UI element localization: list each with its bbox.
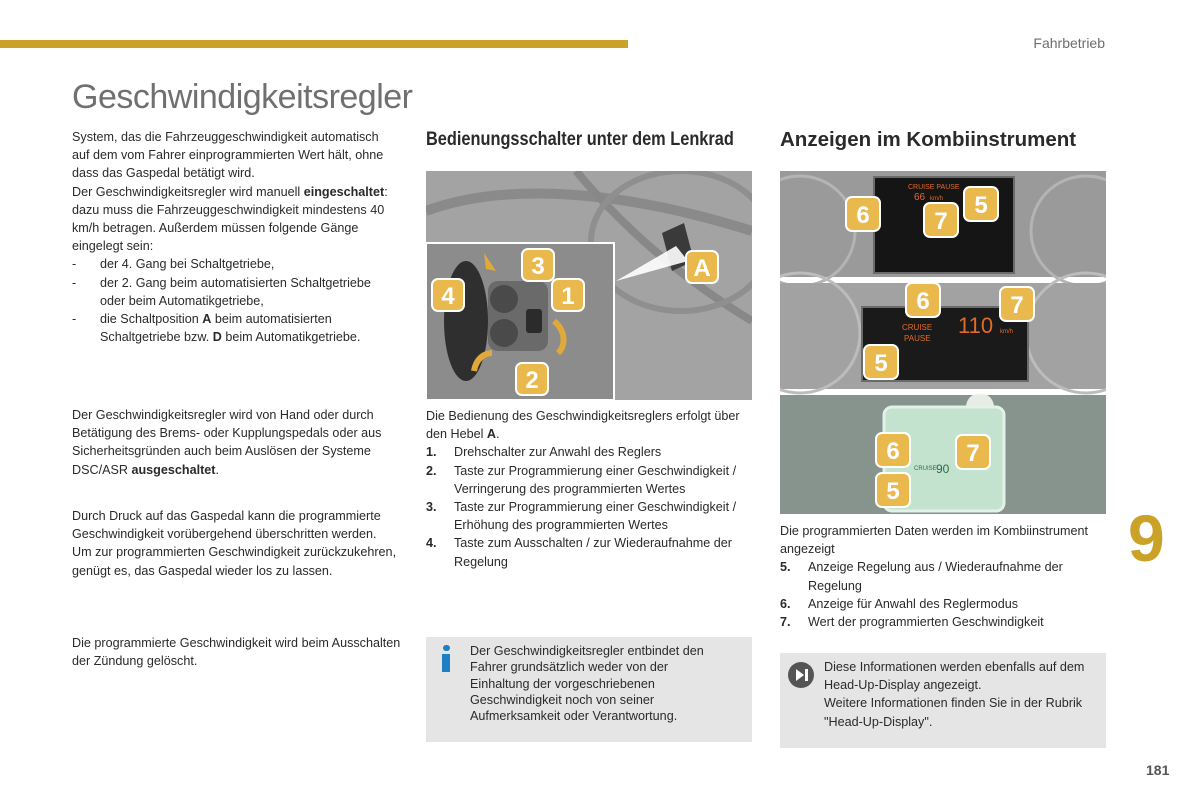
badge-7 <box>956 435 990 469</box>
display-panel-3 <box>780 393 1106 514</box>
svg-text:2: 2 <box>525 367 539 394</box>
svg-text:km/h: km/h <box>1000 329 1014 335</box>
override-paragraph: Durch Druck auf das Gaspedal kann die programmierte Geschwindigkeit vorübergehend überschritten werden. Um zur programmierten Geschwindigkeit zurückzukehren, genügt es, das Gaspedal wieder los zu lassen. <box>72 509 397 578</box>
svg-text:5: 5 <box>974 192 988 219</box>
display-panel-2 <box>780 273 1106 393</box>
svg-text:6: 6 <box>916 288 930 315</box>
page-number: 181 <box>1146 762 1170 778</box>
svg-text:3: 3 <box>531 253 545 280</box>
list-item: 7. Wert der programmierten Geschwindigkeit <box>780 615 1044 630</box>
deactivation-paragraph: Der Geschwindigkeitsregler wird von Hand oder durch Betätigung des Brems- oder Kupplungspedals oder aus Sicherheitsgründen auch beim Auslösen der Systeme DSC/ASR ausgeschaltet. <box>72 408 382 477</box>
badge-6 <box>846 197 880 231</box>
svg-text:110: 110 <box>958 313 994 338</box>
controls-list <box>426 443 756 570</box>
badge-5 <box>864 345 898 379</box>
svg-text:1: 1 <box>561 283 575 310</box>
badge-5 <box>876 473 910 507</box>
svg-text:7: 7 <box>934 208 948 235</box>
chapter-number: 9 <box>1128 501 1165 575</box>
controls-lead: Die Bedienung des Geschwindigkeitsreglers erfolgt über den Hebel A. <box>426 409 740 442</box>
svg-text:4: 4 <box>441 283 455 310</box>
list-item: 2. Taste zur Programmierung einer Geschwindigkeit / Verringerung des programmierten Wertes <box>426 463 737 496</box>
badge-4 <box>432 279 464 311</box>
hud-note-text: Diese Informationen werden ebenfalls auf dem Head-Up-Display angezeigt. Weitere Informationen finden Sie in der Rubrik "Head-Up-Display". <box>824 660 1085 729</box>
list-item: - der 2. Gang beim automatisierten Schaltgetriebe oder beim Automatikgetriebe, <box>72 274 397 310</box>
svg-text:90: 90 <box>936 462 950 476</box>
header-accent-bar <box>0 40 628 48</box>
svg-text:6: 6 <box>856 202 870 229</box>
info-icon <box>438 645 454 673</box>
display-panel-1 <box>780 171 1106 286</box>
badge-3 <box>522 249 554 281</box>
steering-controls-figure <box>426 171 752 400</box>
controls-heading: Bedienungsschalter unter dem Lenkrad <box>426 129 734 150</box>
info-text: Der Geschwindigkeitsregler entbindet den Fahrer grundsätzlich weder von der Einhaltung der vorgeschriebenen Geschwindigkeit noch von seiner Aufmerksamkeit oder Verantwortung. <box>470 644 704 724</box>
list-item: 3. Taste zur Programmierung einer Geschwindigkeit / Erhöhung des programmierten Wertes <box>426 500 737 533</box>
display-description <box>780 522 1106 631</box>
activation-paragraph: Der Geschwindigkeitsregler wird manuell eingeschaltet: dazu muss die Fahrzeuggeschwindigkeit mindestens 40 km/h betragen. Außerdem müssen folgende Gänge eingelegt sein: <box>72 184 388 254</box>
badge-7 <box>1000 287 1034 321</box>
svg-text:km/h: km/h <box>930 196 944 202</box>
svg-text:66: 66 <box>914 192 926 203</box>
list-item: - die Schaltposition A beim automatisierten Schaltgetriebe bzw. D beim Automatikgetriebe. <box>72 310 397 346</box>
hud-note-box <box>780 653 1106 748</box>
reset-paragraph: Die programmierte Geschwindigkeit wird beim Ausschalten der Zündung gelöscht. <box>72 636 401 669</box>
badge-6 <box>906 283 940 317</box>
display-lead: Die programmierten Daten werden im Kombiinstrument angezeigt <box>780 524 1088 557</box>
list-item: 4. Taste zum Ausschalten / zur Wiederaufnahme der Regelung <box>426 536 732 569</box>
info-box <box>426 637 752 742</box>
svg-text:CRUISE: CRUISE <box>914 466 937 472</box>
svg-text:CRUISE PAUSE: CRUISE PAUSE <box>908 184 960 191</box>
steering-controls-illustration <box>426 171 752 400</box>
badge-5 <box>964 187 998 221</box>
gear-list <box>72 255 397 346</box>
list-item: 5. Anzeige Regelung aus / Wiederaufnahme der Regelung <box>780 560 1063 593</box>
controls-description <box>426 407 756 571</box>
instrument-displays-illustration <box>780 171 1106 514</box>
list-item: 1. Drehschalter zur Anwahl des Reglers <box>426 445 662 460</box>
list-item: 6. Anzeige für Anwahl des Reglermodus <box>780 596 1019 611</box>
intro-column <box>72 128 397 346</box>
section-label: Fahrbetrieb <box>1033 35 1105 51</box>
display-list <box>780 558 1106 631</box>
badge-2 <box>516 363 548 395</box>
svg-text:CRUISE: CRUISE <box>902 323 933 332</box>
badge-7 <box>924 203 958 237</box>
badge-1 <box>552 279 584 311</box>
svg-text:A: A <box>693 255 711 282</box>
page-title: Geschwindigkeitsregler <box>72 78 413 116</box>
instrument-figure <box>780 171 1106 514</box>
svg-text:PAUSE: PAUSE <box>904 334 931 343</box>
svg-text:7: 7 <box>966 440 980 467</box>
svg-text:7: 7 <box>1010 292 1024 319</box>
badge-6 <box>876 433 910 467</box>
badge-a <box>686 251 718 283</box>
list-item: - der 4. Gang bei Schaltgetriebe, <box>72 255 397 273</box>
intro-paragraph: System, das die Fahrzeuggeschwindigkeit automatisch auf dem vom Fahrer einprogrammierten Wert hält, ohne dass das Gaspedal betätigt wird. <box>72 130 384 181</box>
svg-text:6: 6 <box>886 438 900 465</box>
svg-text:5: 5 <box>874 350 888 377</box>
forward-arrow-icon <box>788 662 814 688</box>
svg-text:5: 5 <box>886 478 900 505</box>
display-heading: Anzeigen im Kombiinstrument <box>780 128 1077 151</box>
